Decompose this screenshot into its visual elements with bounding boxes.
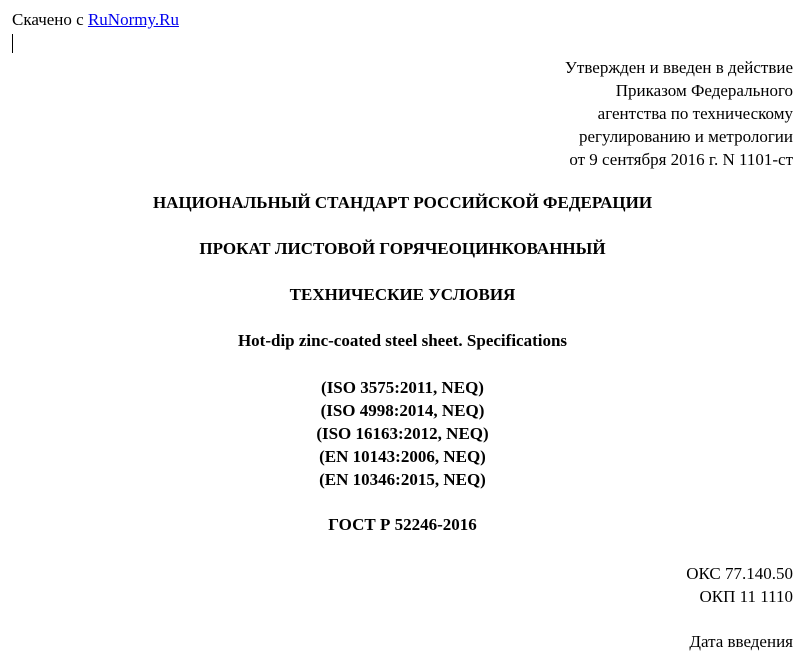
technical-conditions-heading: ТЕХНИЧЕСКИЕ УСЛОВИЯ [289, 285, 516, 304]
reference-line: (EN 10346:2015, NEQ) [319, 470, 486, 489]
gost-number: ГОСТ Р 52246-2016 [328, 515, 477, 534]
approval-line: агентства по техническому [597, 104, 793, 123]
reference-line: (ISO 3575:2011, NEQ) [321, 378, 484, 397]
reference-line: (EN 10143:2006, NEQ) [319, 447, 486, 466]
standard-references [0, 376, 799, 491]
source-link[interactable]: RuNormy.Ru [87, 10, 179, 29]
reference-line: (ISO 4998:2014, NEQ) [320, 401, 485, 420]
classification-codes [686, 562, 793, 608]
national-standard-heading: НАЦИОНАЛЬНЫЙ СТАНДАРТ РОССИЙСКОЙ ФЕДЕРАЦИИ [152, 193, 653, 212]
source-line [12, 9, 179, 31]
english-title: Hot-dip zinc-coated steel sheet. Specifications [237, 331, 568, 350]
approval-block [565, 56, 793, 171]
approval-line: Утвержден и введен в действие [564, 58, 793, 77]
product-title: ПРОКАТ ЛИСТОВОЙ ГОРЯЧЕОЦИНКОВАННЫЙ [199, 239, 606, 258]
text-cursor [12, 34, 13, 53]
reference-line: (ISO 16163:2012, NEQ) [316, 424, 489, 443]
code-line: ОКС 77.140.50 [686, 564, 793, 583]
code-line: ОКП 11 1110 [699, 587, 793, 606]
approval-line: регулированию и метрологии [578, 127, 793, 146]
approval-line: от 9 сентября 2016 г. N 1101-ст [569, 150, 793, 169]
approval-line: Приказом Федерального [615, 81, 793, 100]
source-prefix: Скачено с [12, 10, 88, 29]
introduction-date-label: Дата введения [689, 632, 793, 651]
